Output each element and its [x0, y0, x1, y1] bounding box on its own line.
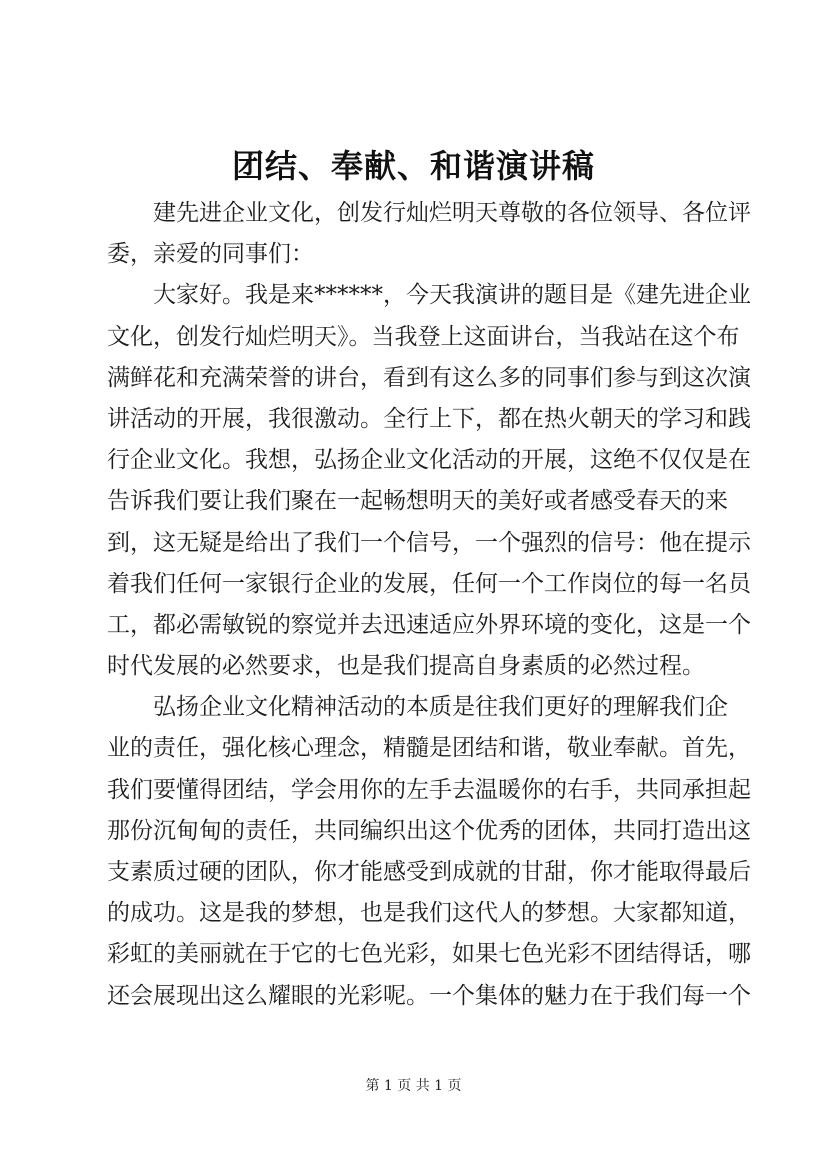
body-line-11: 工，都必需敏锐的察觉并去迅速适应外界环境的变化，这是一个 — [107, 611, 751, 638]
body-line-16: 那份沉甸甸的责任，共同编织出这个优秀的团体，共同打造出这 — [107, 817, 751, 844]
body-line-2: 委，亲爱的同事们： — [107, 241, 314, 268]
body-line-15: 我们要懂得团结，学会用你的左手去温暖你的右手，共同承担起 — [107, 776, 751, 803]
body-line-5: 满鲜花和充满荣誉的讲台，看到有这么多的同事们参与到这次演 — [107, 364, 751, 391]
body-line-7: 行企业文化。我想，弘扬企业文化活动的开展，这绝不仅仅是在 — [107, 447, 751, 474]
document-title: 团结、奉献、和谐演讲稿 — [231, 147, 595, 185]
body-line-17: 支素质过硬的团队，你才能感受到成就的甘甜，你才能取得最后 — [107, 859, 751, 885]
body-line-4: 文化，创发行灿烂明天》。当我登上这面讲台，当我站在这个布 — [107, 323, 740, 350]
body-line-20: 还会展现出这么耀眼的光彩呢。一个集体的魅力在于我们每一个 — [107, 982, 751, 1009]
document-body — [107, 193, 751, 1017]
body-line-3: 大家好。我是来******，今天我演讲的题目是《建先进企业 — [153, 282, 751, 309]
page-number-footer: 第 1 页 共 1 页 — [365, 1078, 462, 1094]
body-line-8: 告诉我们要让我们聚在一起畅想明天的美好或者感受春天的来 — [107, 488, 728, 515]
body-line-12: 时代发展的必然要求，也是我们提高自身素质的必然过程。 — [107, 653, 705, 680]
body-line-6: 讲活动的开展，我很激动。全行上下，都在热火朝天的学习和践 — [107, 405, 751, 432]
body-line-13: 弘扬企业文化精神活动的本质是往我们更好的理解我们企 — [153, 694, 728, 721]
body-line-10: 着我们任何一家银行企业的发展，任何一个工作岗位的每一名员 — [107, 570, 751, 597]
body-line-1: 建先进企业文化，创发行灿烂明天尊敬的各位领导、各位评 — [153, 200, 751, 226]
body-line-14: 业的责任，强化核心理念，精髓是团结和谐，敬业奉献。首先， — [107, 735, 751, 762]
body-line-9: 到，这无疑是给出了我们一个信号，一个强烈的信号：他在提示 — [107, 529, 751, 556]
body-line-19: 彩虹的美丽就在于它的七色光彩，如果七色光彩不团结得话，哪 — [107, 941, 751, 968]
body-line-18: 的成功。这是我的梦想，也是我们这代人的梦想。大家都知道， — [107, 900, 751, 927]
